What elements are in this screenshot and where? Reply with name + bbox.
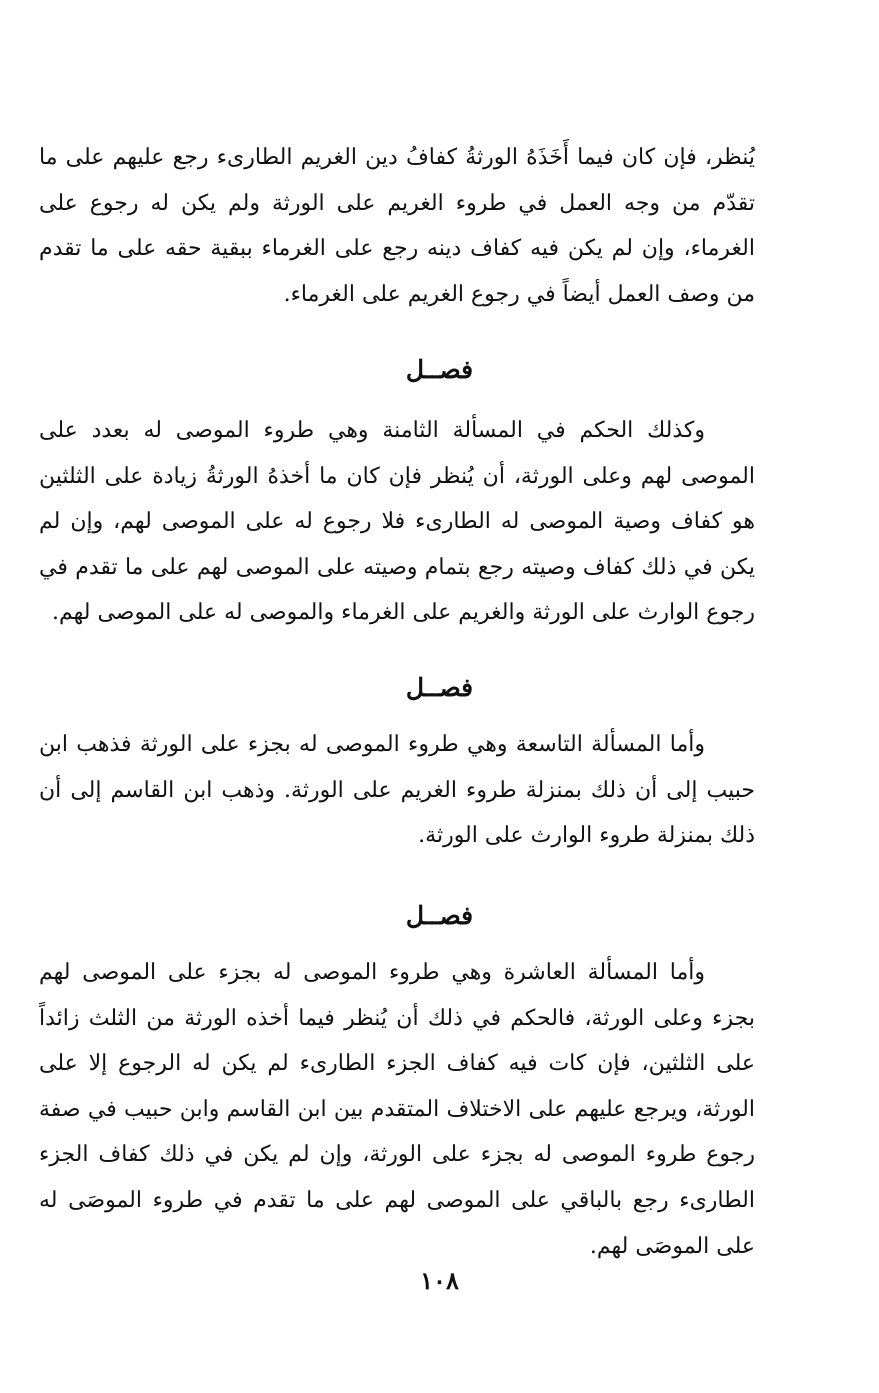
paragraph-3-block [39, 722, 755, 859]
section-heading-3: فصــل [405, 901, 474, 930]
paragraph-2-block [39, 408, 755, 636]
section-heading-1: فصــل [405, 355, 474, 384]
paragraph-3: وأما المسألة التاسعة وهي طروء الموصى له بجزء على الورثة فذهب ابن حبيب إلى أن ذلك بمنزلة طروء الغريم على الورثة. وذهب ابن القاسم إلى أن ذلك بمنزلة طروء الوارث على الورثة. [39, 732, 755, 849]
paragraph-4: وأما المسألة العاشرة وهي طروء الموصى له بجزء على الموصى لهم بجزء وعلى الورثة، فالحكم في ذلك أن يُنظر فيما أخذه الورثة من الثلث زائداً على الثلثين، فإن كات فيه كفاف الجزء الطارىء لم يكن له الرجوع إلا على الورثة، ويرجع عليهم على الاختلاف المتقدم بين ابن القاسم وابن حبيب في صفة رجوع طروء الموصى له بجزء على الورثة، وإن لم يكن في ذلك كفاف الجزء الطارىء رجع بالباقي على الموصى لهم على ما تقدم في طروء الموصَى له على الموصَى لهم. [39, 960, 755, 1259]
paragraph-2: وكذلك الحكم في المسألة الثامنة وهي طروء الموصى له بعدد على الموصى لهم وعلى الورثة، أن يُنظر فإن كان ما أخذهُ الورثةُ زيادة على الثلثين هو كفاف وصية الموصى له الطارىء فلا رجوع له على الموصى لهم، وإن لم يكن في ذلك كفاف وصيته رجع بتمام وصيته على الموصى لهم على ما تقدم في رجوع الوارث على الورثة والغريم على الغرماء والموصى له على الموصى لهم. [39, 418, 755, 626]
paragraph-4-block [39, 950, 755, 1269]
section-heading-2: فصــل [405, 673, 474, 702]
paragraph-1-block [39, 135, 755, 317]
paragraph-1: يُنظر، فإن كان فيما أَخَذَهُ الورثةُ كفافُ دين الغريم الطارىء رجع عليهم على ما تقدّم من وجه العمل في طروء الغريم على الورثة ولم يكن له رجوع على الغرماء، وإن لم يكن فيه كفاف دينه رجع على الغرماء ببقية حقه على ما تقدم من وصف العمل أيضاً في رجوع الغريم على الغرماء. [39, 145, 755, 307]
page-number: ١٠٨ [420, 1266, 459, 1295]
